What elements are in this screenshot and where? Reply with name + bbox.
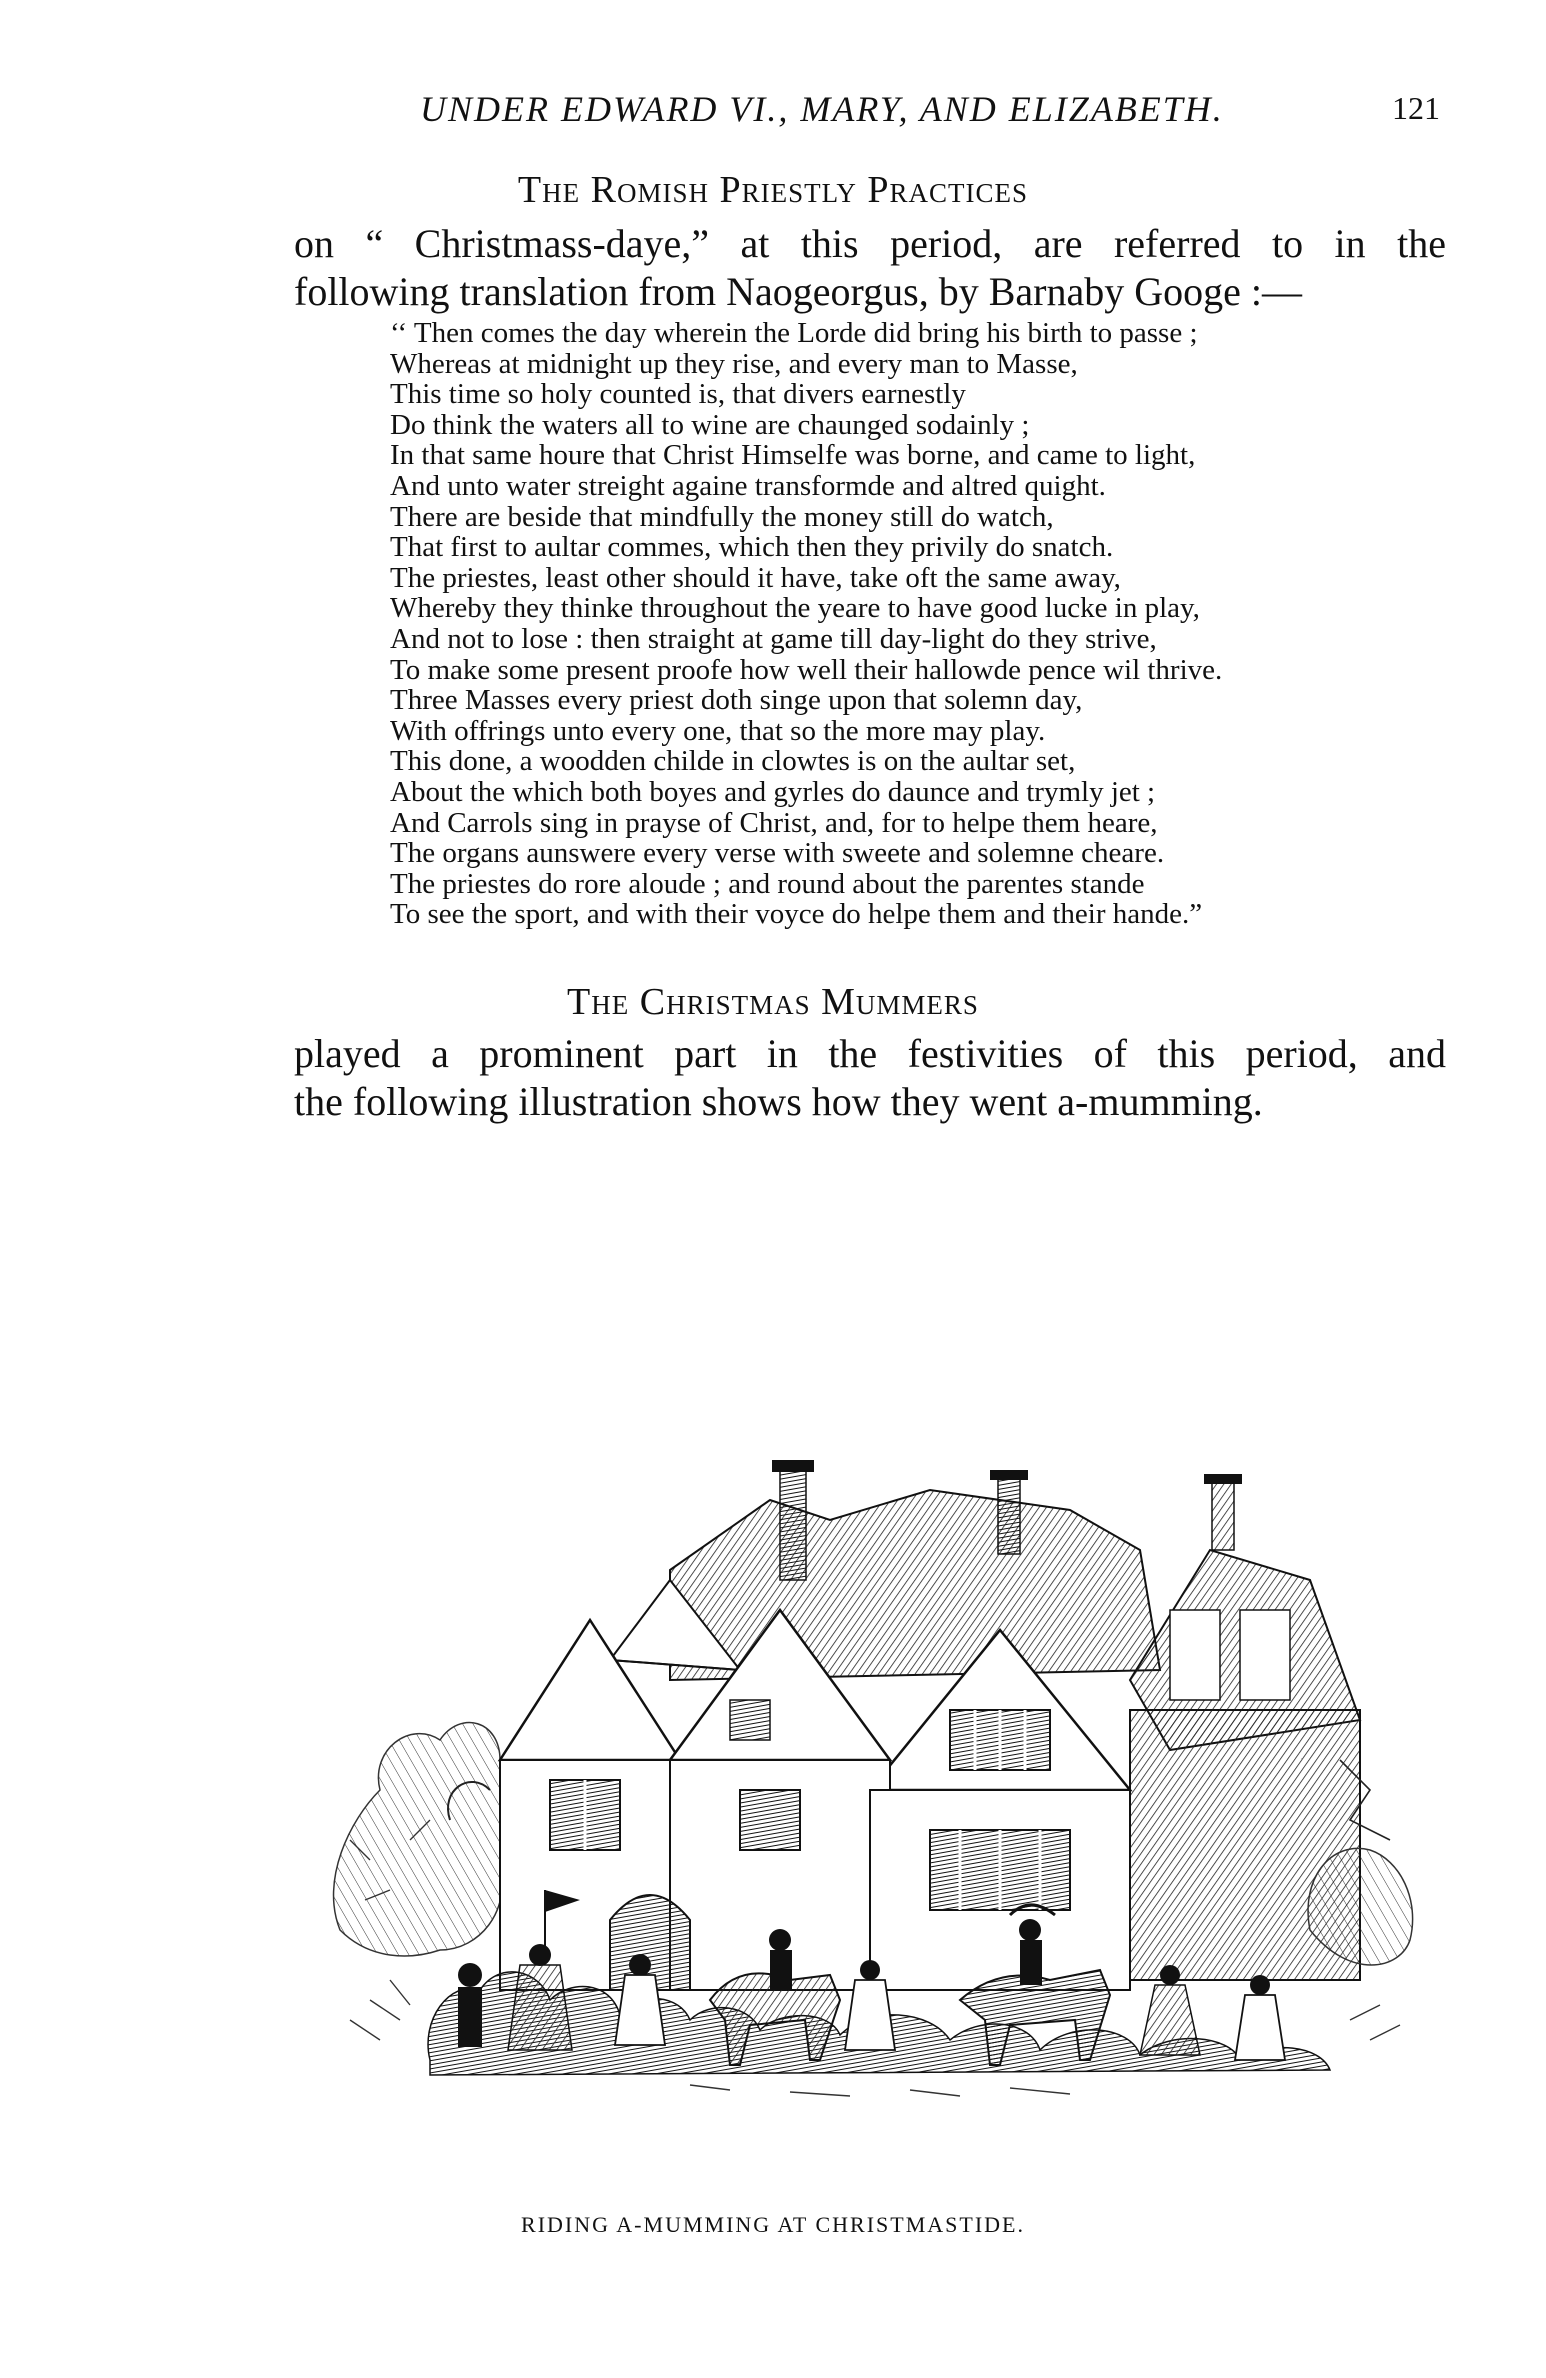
body-line: played a prominent part in the festivities of this period, and	[294, 1031, 1446, 1076]
poem-line: In that same houre that Christ Himselfe was borne, and came to light,	[390, 439, 1196, 472]
poem-line: The organs aunswere every verse with sweete and solemne cheare.	[390, 837, 1165, 870]
poem-line: To make some present proofe how well their hallowde pence wil thrive.	[390, 653, 1223, 686]
poem-line: To see the sport, and with their voyce do helpe them and their hande.”	[390, 898, 1203, 931]
poem-line: Whereby they thinke throughout the yeare to have good lucke in play,	[390, 592, 1200, 625]
manor-house	[500, 1460, 1360, 1990]
poem-line: About the which both boyes and gyrles do daunce and trymly jet ;	[390, 775, 1156, 808]
intro-line: on “ Christmass-daye,” at this period, are referred to in the	[294, 221, 1446, 266]
poem-line: That first to aultar commes, which then they privily do snatch.	[390, 531, 1114, 564]
running-title: UNDER EDWARD VI., MARY, AND ELIZABETH.	[420, 89, 1224, 129]
poem-line: Three Masses every priest doth singe upon that solemn day,	[390, 684, 1083, 717]
poem-line: There are beside that mindfully the money still do watch,	[390, 500, 1054, 533]
poem-line: Do think the waters all to wine are chaunged sodainly ;	[390, 408, 1030, 441]
page-number: 121	[1392, 90, 1440, 126]
poem-quotation	[390, 318, 1450, 930]
poem-line: The priestes do rore aloude ; and round about the parentes stande	[390, 867, 1145, 900]
poem-line: And Carrols sing in prayse of Christ, and, for to helpe them heare,	[390, 806, 1158, 839]
mummers-paragraph	[294, 1030, 1446, 1126]
figure-caption: RIDING A-MUMMING AT CHRISTMASTIDE.	[521, 2212, 1025, 2237]
intro-line: following translation from Naogeorgus, by Barnaby Googe :—	[294, 269, 1302, 314]
poem-line: The priestes, least other should it have, take oft the same away,	[390, 561, 1121, 594]
intro-paragraph	[294, 220, 1446, 316]
poem-line: Whereas at midnight up they rise, and every man to Masse,	[390, 347, 1078, 380]
running-head	[290, 88, 1450, 138]
mummers-engraving	[310, 1460, 1440, 2100]
section-heading-priestly-practices: The Romish Priestly Practices	[517, 169, 1029, 211]
poem-line: ‘‘ Then comes the day wherein the Lorde did bring his birth to passe ;	[390, 317, 1198, 349]
poem-line: And not to lose : then straight at game till day-light do they strive,	[390, 622, 1157, 655]
poem-line: This time so holy counted is, that divers earnestly	[390, 378, 966, 411]
tree-cluster-left	[334, 1723, 519, 1956]
poem-line: This done, a woodden childe in clowtes is on the aultar set,	[390, 745, 1076, 778]
section-heading-christmas-mummers: The Christmas Mummers	[567, 981, 979, 1023]
poem-line: And unto water streight againe transformde and altred quight.	[390, 469, 1106, 502]
body-line: the following illustration shows how they went a-mumming.	[294, 1079, 1263, 1124]
poem-line: With offrings unto every one, that so the more may play.	[390, 714, 1046, 747]
